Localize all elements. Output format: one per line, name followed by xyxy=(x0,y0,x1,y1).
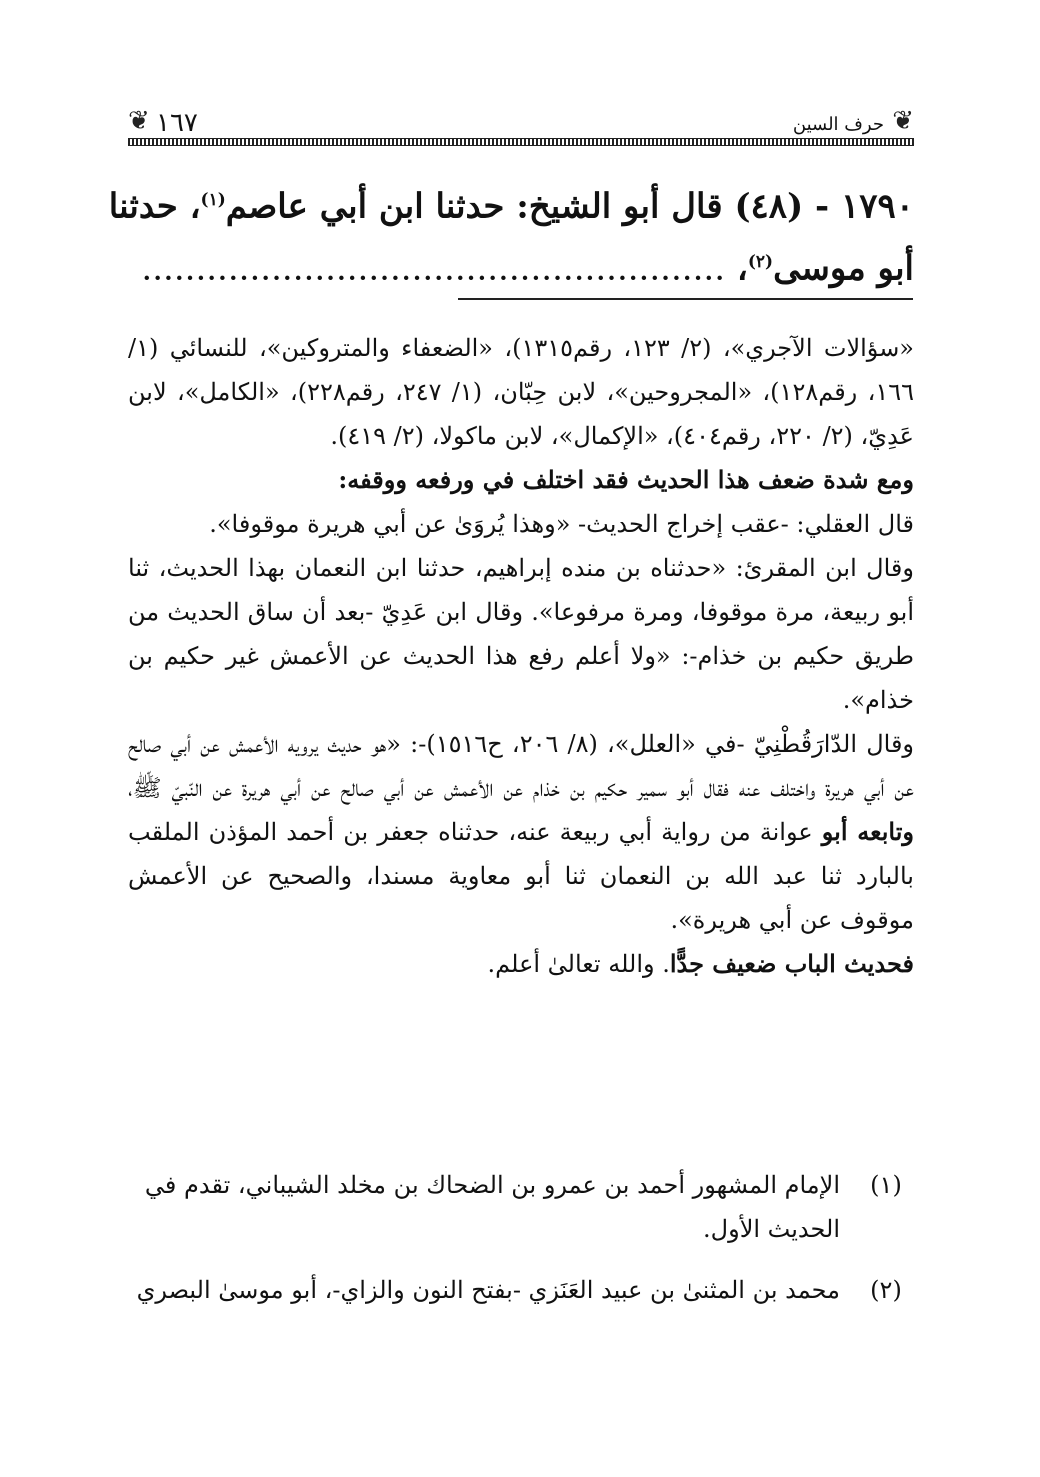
footnote-number: (١) xyxy=(870,1171,902,1199)
footnote-text: الإمام المشهور أحمد بن عمرو بن الضحاك بن مخلد الشيباني، تقدم في الحديث الأول. xyxy=(144,1171,840,1243)
footnote-ref-2: (٢) xyxy=(747,252,774,273)
ellipsis-dots: ...................................................... xyxy=(141,248,726,289)
hadith-text xyxy=(108,172,914,297)
header-rule xyxy=(128,138,914,146)
footnote-1 xyxy=(128,1163,914,1251)
commentary xyxy=(128,326,914,986)
commentary-paragraph: قال العقلي: -عقب إخراج الحديث- «وهذا يُروَىٰ عن أبي هريرة موقوفا». xyxy=(209,510,914,538)
commentary-conclusion: فحديث الباب ضعيف جدًّا. والله تعالىٰ أعلم. xyxy=(487,949,914,978)
commentary-paragraph: وقال الدّارَقُطْنِيّ -في «العلل»، (٨/ ٢٠٦، ح١٥١٦)-: «هو حديث يرويه الأعمش عن أبي صالح عن أبي هريرة واختلف عنه فقال أبو سمير حكيم بن خذام عن الأعمش عن أبي صالح عن أبي هريرة عن النّبيّ ﷺ، وتابعه أبو عوانة من رواية أبي ربيعة عنه، حدثناه جعفر بن أحمد المؤذن الملقب بالبارد ثنا عبد الله بن النعمان ثنا أبو معاوية مسندا، والصحيح عن الأعمش موقوف عن أبي هريرة». xyxy=(128,730,915,934)
hadith-line-2: أبو موسى$^{(٢)}$، ...................................................... xyxy=(141,248,914,289)
footnote-separator xyxy=(458,298,913,300)
footnote-ref-1: (١) xyxy=(200,190,226,210)
commentary-paragraph: وقال ابن المقرئ: «حدثناه بن منده إبراهيم، حدثنا ابن النعمان بهذا الحديث، ثنا أبو ربيعة، مرة موقوفا، ومرة مرفوعا». وقال ابن عَدِيّ -بعد أن ساق الحديث من طريق حكيم بن خذام-: «ولا أعلم رفع هذا الحديث عن الأعمش غير حكيم بن خذام». xyxy=(128,554,914,714)
running-head: حرف السين xyxy=(792,114,884,135)
page-number: ١٦٧ xyxy=(156,108,198,138)
commentary-paragraph: «سؤالات الآجري»، (٢/ ١٢٣، رقم١٣١٥)، «الضعفاء والمتروكين»، للنسائي (١/ ١٦٦، رقم١٢٨)، «المجروحين»، لابن حِبّان، (١/ ٢٤٧، رقم٢٢٨)، «الكامل»، لابن عَدِيّ، (٢/ ٢٢٠، رقم٤٠٤)، «الإكمال»، لابن ماكولا، (٢/ ٤١٩). xyxy=(128,334,914,450)
page-header xyxy=(128,106,914,146)
hadith-line-1: ١٧٩٠ - (٤٨) قال أبو الشيخ: حدثنا ابن أبي عاصم$^{(١)}$، حدثنا xyxy=(108,186,914,227)
right-ornament-icon: ❦ xyxy=(892,106,914,136)
footnote-number: (٢) xyxy=(870,1276,902,1304)
commentary-heading: ومع شدة ضعف هذا الحديث فقد اختلف في ورفعه ووقفه: xyxy=(338,465,914,494)
left-ornament-icon: ❦ xyxy=(128,106,150,136)
footnote-2 xyxy=(128,1268,914,1312)
footnote-text: محمد بن المثنىٰ بن عبيد العَنَزي -بفتح النون والزاي-، أبو موسىٰ البصري xyxy=(136,1276,840,1304)
